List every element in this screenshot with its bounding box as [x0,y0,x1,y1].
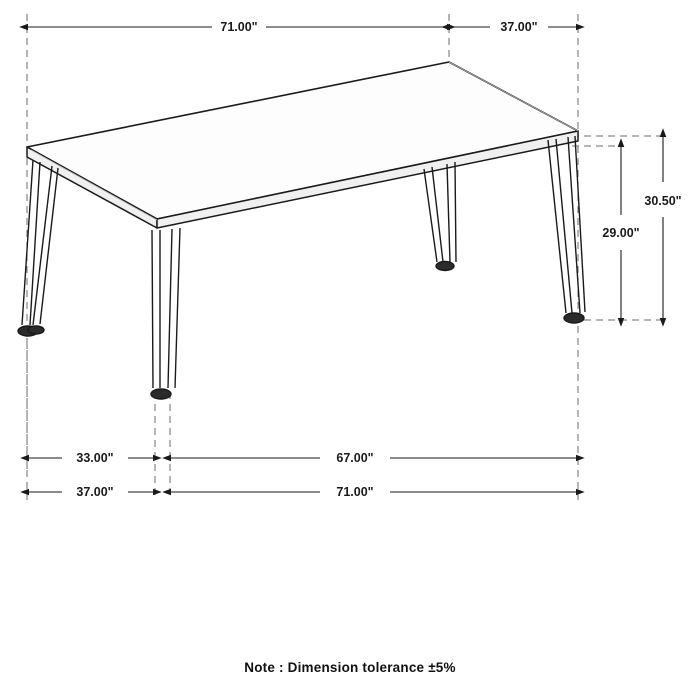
tolerance-note: Note : Dimension tolerance ±5% [244,660,456,675]
table-top-surface [27,62,578,228]
dim-right-inner-label: 29.00" [602,226,640,240]
leg-front-right [548,136,585,323]
dim-bottom-inner-left-label: 33.00" [76,451,114,465]
dim-top-right-label: 37.00" [500,20,538,34]
dim-top-left-label: 71.00" [220,20,258,34]
leg-front-left [151,228,180,399]
dim-bottom-inner-right-label: 67.00" [336,451,374,465]
leg-back-left [18,160,58,336]
dim-bottom-outer-right-label: 71.00" [336,485,374,499]
leg-back-right [424,162,456,271]
dim-bottom-outer-left-label: 37.00" [76,485,114,499]
dim-right-outer-label: 30.50" [644,194,682,208]
